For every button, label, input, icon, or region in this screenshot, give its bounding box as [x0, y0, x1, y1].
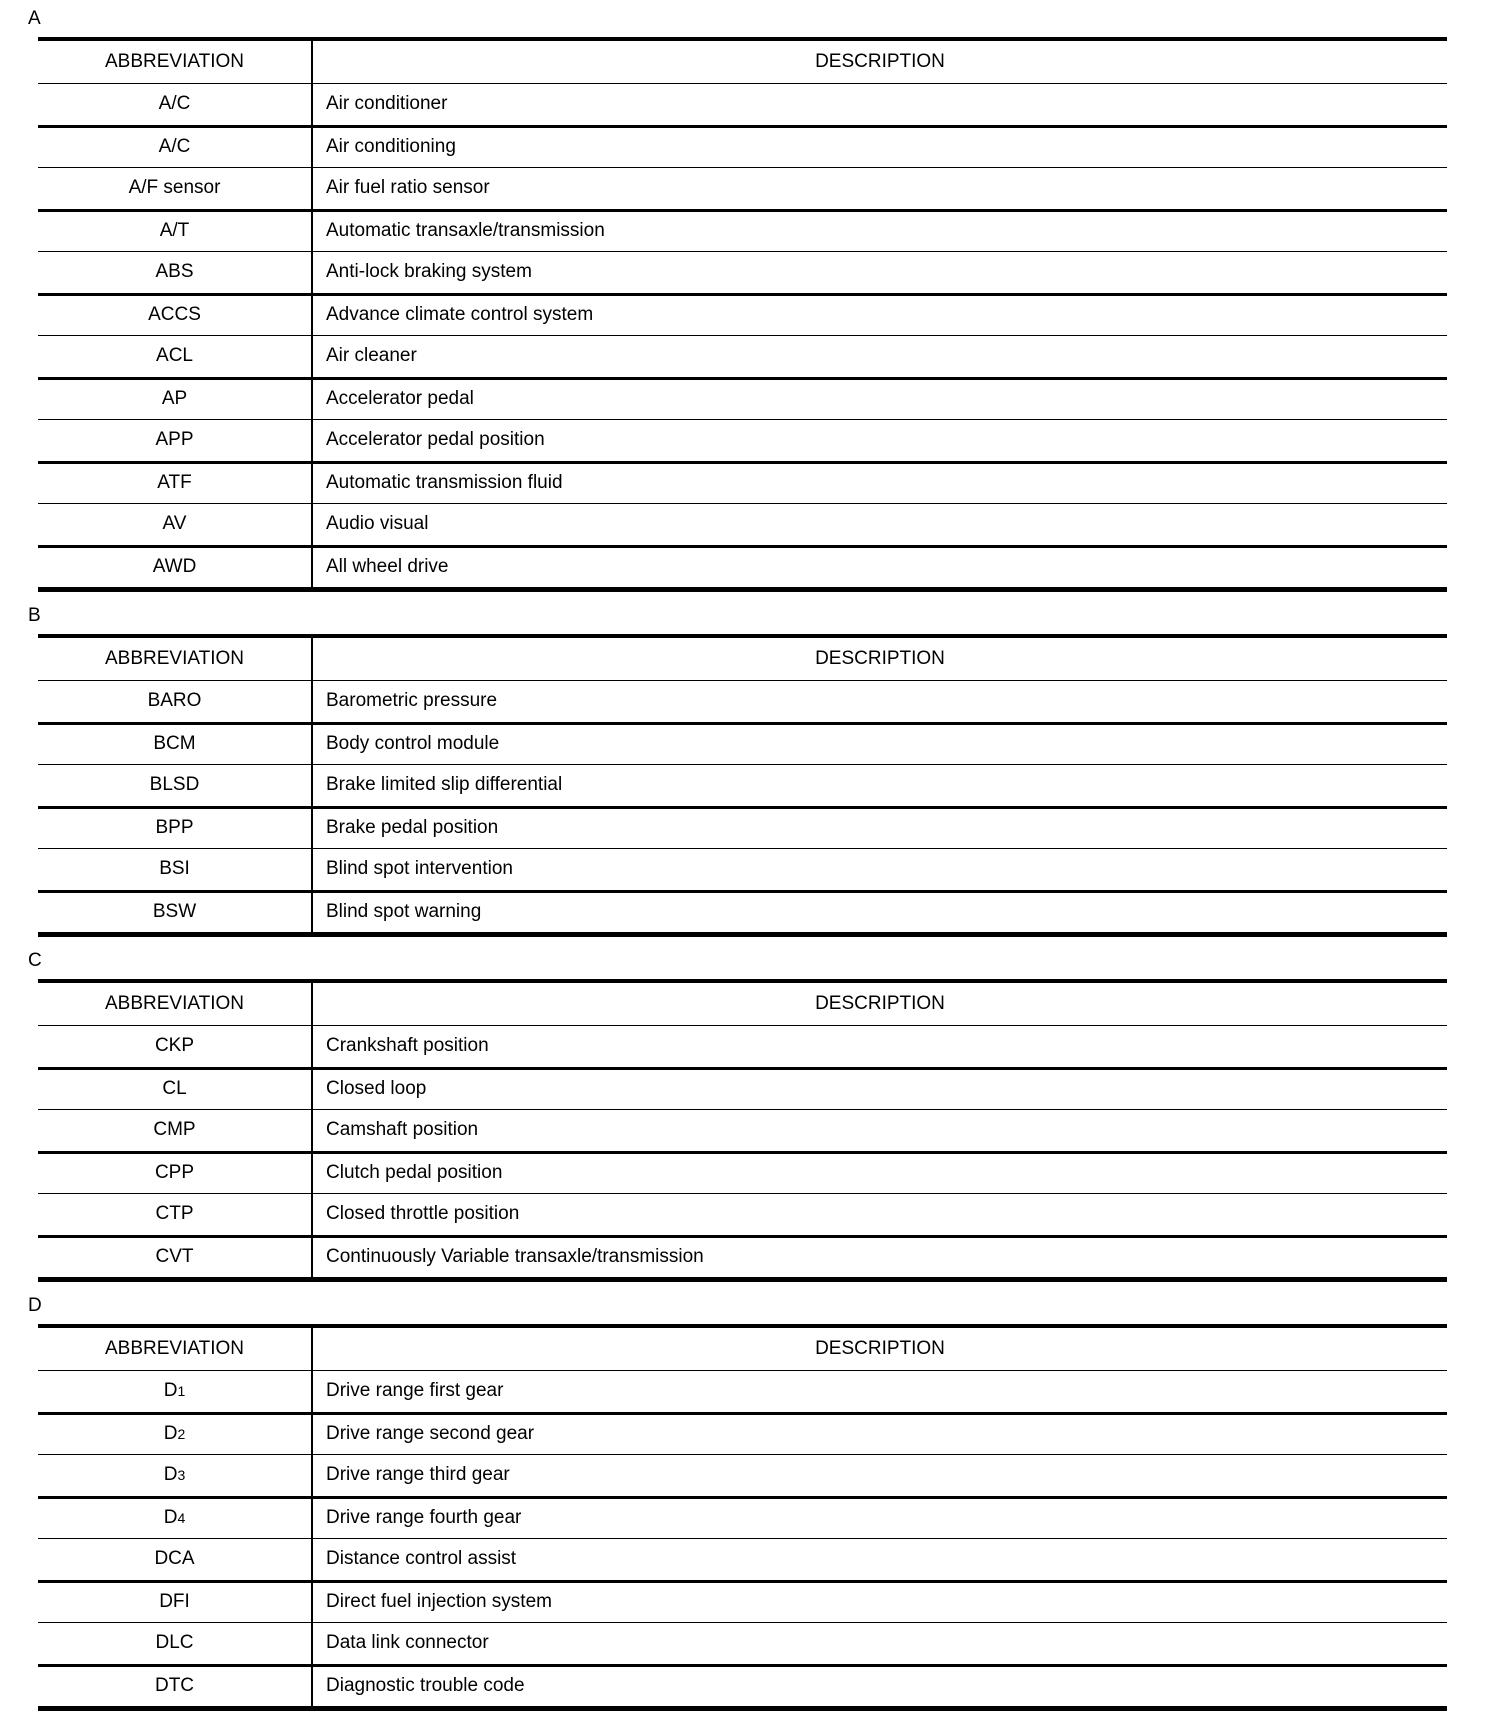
description-cell: Continuously Variable transaxle/transmission — [326, 1246, 704, 1268]
abbreviation-label: CPP — [154, 1162, 195, 1184]
description-cell: Accelerator pedal position — [326, 429, 545, 451]
description-cell: Air cleaner — [326, 345, 417, 367]
abbreviation-cell — [38, 168, 313, 209]
table-row — [38, 1109, 1447, 1151]
abbreviation-table-b — [38, 634, 1447, 937]
abbreviation-label: CMP — [153, 1119, 196, 1141]
abbreviation-label: AWD — [152, 556, 197, 578]
table-header-row — [38, 1328, 1447, 1370]
abbreviation-label: DLC — [155, 1632, 194, 1654]
abbreviation-text — [155, 1163, 194, 1184]
abbreviation-cell — [38, 849, 313, 890]
table-row — [38, 293, 1447, 335]
abbreviation-cell — [38, 1583, 313, 1622]
abbreviation-label: DCA — [154, 1548, 195, 1570]
abbreviation-label: A/F sensor — [128, 177, 221, 199]
description-cell: Audio visual — [326, 513, 429, 535]
table-row — [38, 764, 1447, 806]
abbreviation-cell — [38, 548, 313, 587]
abbreviation-label: ATF — [157, 472, 192, 494]
abbreviation-text — [155, 262, 193, 283]
description-cell: Automatic transmission fluid — [326, 472, 563, 494]
section-label-d: D — [28, 1295, 42, 1316]
abbreviation-text — [156, 1247, 194, 1268]
description-cell: Drive range second gear — [326, 1423, 535, 1445]
description-cell: Anti-lock braking system — [326, 261, 532, 283]
table-row — [38, 1622, 1447, 1664]
abbreviation-label: CVT — [155, 1246, 194, 1268]
abbreviation-cell — [38, 1154, 313, 1193]
table-row — [38, 377, 1447, 419]
abbreviation-label: CL — [162, 1078, 187, 1100]
abbreviation-text — [155, 430, 193, 451]
abbreviation-text — [156, 1204, 194, 1225]
description-cell: Direct fuel injection system — [326, 1591, 552, 1613]
abbreviation-subscript-digit: 2 — [177, 1426, 186, 1443]
abbreviation-label: BARO — [147, 690, 202, 712]
table-header-row — [38, 638, 1447, 680]
abbreviation-subscript-digit: 4 — [177, 1510, 186, 1527]
section-label-b: B — [28, 605, 41, 626]
table-row — [38, 503, 1447, 545]
abbreviation-text — [155, 818, 193, 839]
abbreviation-label: D — [163, 1464, 178, 1486]
description-cell: Body control module — [326, 733, 500, 755]
abbreviation-label: BSW — [152, 901, 197, 923]
abbreviation-text — [164, 1424, 186, 1445]
abbreviation-cell — [38, 1539, 313, 1580]
abbreviation-cell — [38, 1026, 313, 1067]
abbreviation-subscript-digit: 1 — [177, 1383, 186, 1400]
table-row — [38, 1496, 1447, 1538]
abbreviation-label: DFI — [159, 1591, 190, 1613]
description-cell: Drive range third gear — [326, 1464, 510, 1486]
table-row — [38, 1067, 1447, 1109]
abbreviation-text — [148, 305, 201, 326]
abbreviation-cell — [38, 420, 313, 461]
abbreviation-cell — [38, 464, 313, 503]
description-cell: Blind spot intervention — [326, 858, 513, 880]
abbreviation-cell — [38, 504, 313, 545]
table-row — [38, 1454, 1447, 1496]
table-row — [38, 1580, 1447, 1622]
description-cell: Advance climate control system — [326, 304, 594, 326]
section-c — [28, 950, 1447, 1282]
description-cell: Data link connector — [326, 1632, 489, 1654]
abbreviation-text — [159, 859, 190, 880]
abbreviation-cell — [38, 1110, 313, 1151]
abbreviation-cell — [38, 252, 313, 293]
description-cell: Diagnostic trouble code — [326, 1675, 525, 1697]
description-cell: Crankshaft position — [326, 1035, 489, 1057]
abbreviation-text — [153, 902, 196, 923]
abbreviation-column-header: ABBREVIATION — [38, 638, 313, 680]
description-column-header: DESCRIPTION — [815, 647, 945, 669]
description-cell: Drive range first gear — [326, 1380, 504, 1402]
table-row — [38, 1412, 1447, 1454]
abbreviation-cell — [38, 1070, 313, 1109]
description-cell: Drive range fourth gear — [326, 1507, 522, 1529]
abbreviation-label: DTC — [154, 1675, 195, 1697]
abbreviation-label: APP — [155, 429, 194, 451]
abbreviation-label: ACCS — [148, 304, 201, 326]
section-label-c: C — [28, 950, 42, 971]
abbreviation-text — [150, 775, 200, 796]
abbreviation-column-header: ABBREVIATION — [38, 1328, 313, 1370]
abbreviation-label: BCM — [153, 733, 196, 755]
abbreviation-text — [164, 1381, 186, 1402]
table-header-row — [38, 41, 1447, 83]
abbreviation-label: BPP — [155, 817, 194, 839]
abbreviation-cell — [38, 1238, 313, 1277]
table-row — [38, 1235, 1447, 1277]
section-label-a: A — [28, 8, 41, 29]
abbreviation-label: BSI — [159, 858, 190, 880]
description-cell: Closed loop — [326, 1078, 427, 1100]
abbreviation-text — [164, 1508, 186, 1529]
abbreviation-cell — [38, 212, 313, 251]
abbreviation-cell — [38, 809, 313, 848]
table-row — [38, 890, 1447, 932]
abbreviation-cell — [38, 725, 313, 764]
description-cell: Air conditioner — [326, 93, 448, 115]
abbreviation-text — [155, 1036, 194, 1057]
abbreviation-cell — [38, 893, 313, 932]
abbreviation-cell — [38, 1499, 313, 1538]
abbreviation-label: AV — [162, 513, 187, 535]
abbreviation-label: CKP — [154, 1035, 195, 1057]
abbreviation-column-header: ABBREVIATION — [38, 983, 313, 1025]
abbreviation-column-header: ABBREVIATION — [38, 41, 313, 83]
table-row — [38, 251, 1447, 293]
abbreviation-cell — [38, 380, 313, 419]
abbreviation-text — [160, 221, 190, 242]
description-column-header: DESCRIPTION — [815, 992, 945, 1014]
abbreviation-label: BLSD — [149, 774, 200, 796]
abbreviation-text — [159, 94, 191, 115]
abbreviation-cell — [38, 1194, 313, 1235]
abbreviation-glossary — [28, 8, 1447, 1711]
description-cell: Air fuel ratio sensor — [326, 177, 490, 199]
table-row — [38, 419, 1447, 461]
table-row — [38, 1025, 1447, 1067]
description-cell: Barometric pressure — [326, 690, 498, 712]
abbreviation-cell — [38, 681, 313, 722]
table-row — [38, 680, 1447, 722]
abbreviation-cell — [38, 1667, 313, 1706]
table-row — [38, 848, 1447, 890]
abbreviation-text — [129, 178, 221, 199]
abbreviation-text — [153, 734, 195, 755]
abbreviation-cell — [38, 336, 313, 377]
section-a — [28, 8, 1447, 592]
description-cell: Distance control assist — [326, 1548, 517, 1570]
table-row — [38, 209, 1447, 251]
abbreviation-cell — [38, 1415, 313, 1454]
abbreviation-text — [159, 1592, 190, 1613]
section-d — [28, 1295, 1447, 1711]
table-header-row — [38, 983, 1447, 1025]
description-cell: Brake limited slip differential — [326, 774, 563, 796]
abbreviation-text — [156, 346, 193, 367]
abbreviation-cell — [38, 84, 313, 125]
abbreviation-subscript-digit: 3 — [177, 1467, 186, 1484]
abbreviation-label: ACL — [156, 345, 193, 367]
table-row — [38, 545, 1447, 587]
abbreviation-text — [159, 137, 191, 158]
abbreviation-cell — [38, 296, 313, 335]
abbreviation-cell — [38, 1623, 313, 1664]
abbreviation-text — [148, 691, 202, 712]
abbreviation-label: A/T — [159, 220, 190, 242]
abbreviation-text — [162, 1079, 186, 1100]
table-row — [38, 1193, 1447, 1235]
abbreviation-label: AP — [161, 388, 188, 410]
table-row — [38, 722, 1447, 764]
table-row — [38, 1538, 1447, 1580]
abbreviation-table-d — [38, 1324, 1447, 1711]
description-cell: Camshaft position — [326, 1119, 479, 1141]
abbreviation-cell — [38, 1455, 313, 1496]
abbreviation-table-c — [38, 979, 1447, 1282]
abbreviation-table-a — [38, 37, 1447, 592]
abbreviation-label: D — [163, 1380, 178, 1402]
section-b — [28, 605, 1447, 937]
abbreviation-label: D — [163, 1507, 178, 1529]
abbreviation-label: CTP — [155, 1203, 194, 1225]
abbreviation-text — [153, 1120, 195, 1141]
description-cell: Blind spot warning — [326, 901, 482, 923]
table-row — [38, 1151, 1447, 1193]
table-row — [38, 83, 1447, 125]
abbreviation-text — [164, 1465, 186, 1486]
abbreviation-label: A/C — [158, 93, 191, 115]
abbreviation-text — [155, 1633, 193, 1654]
description-cell: All wheel drive — [326, 556, 449, 578]
abbreviation-text — [155, 1676, 194, 1697]
table-row — [38, 125, 1447, 167]
table-row — [38, 1664, 1447, 1706]
table-row — [38, 1370, 1447, 1412]
abbreviation-cell — [38, 1371, 313, 1412]
description-cell: Automatic transaxle/transmission — [326, 220, 605, 242]
abbreviation-label: A/C — [158, 136, 191, 158]
description-column-header: DESCRIPTION — [815, 1337, 945, 1359]
table-row — [38, 806, 1447, 848]
description-cell: Clutch pedal position — [326, 1162, 503, 1184]
abbreviation-text — [162, 389, 187, 410]
table-row — [38, 461, 1447, 503]
table-row — [38, 335, 1447, 377]
abbreviation-label: D — [163, 1423, 178, 1445]
abbreviation-text — [157, 473, 191, 494]
description-cell: Air conditioning — [326, 136, 456, 158]
table-row — [38, 167, 1447, 209]
abbreviation-cell — [38, 765, 313, 806]
description-cell: Accelerator pedal — [326, 388, 474, 410]
description-column-header: DESCRIPTION — [815, 50, 945, 72]
description-cell: Brake pedal position — [326, 817, 499, 839]
abbreviation-text — [163, 514, 187, 535]
abbreviation-text — [153, 557, 197, 578]
abbreviation-text — [154, 1549, 194, 1570]
description-cell: Closed throttle position — [326, 1203, 520, 1225]
abbreviation-label: ABS — [155, 261, 194, 283]
abbreviation-cell — [38, 128, 313, 167]
